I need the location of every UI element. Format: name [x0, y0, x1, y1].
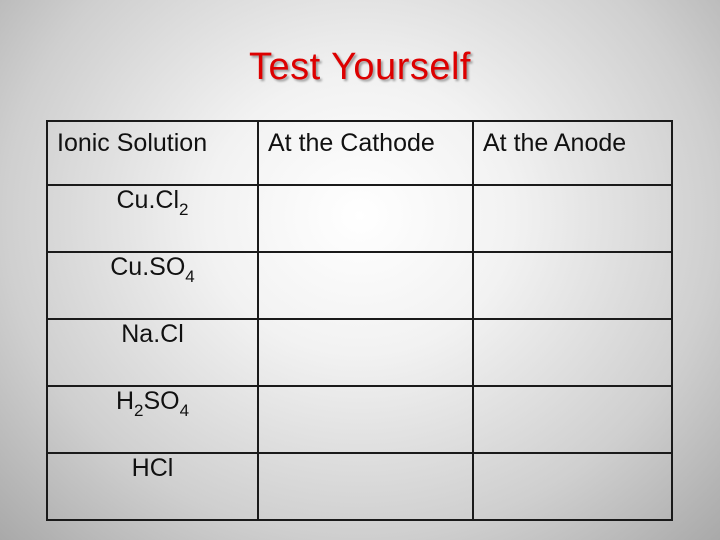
- ionic-solution-cell: [47, 252, 258, 319]
- header-anode: At the Anode: [473, 121, 672, 185]
- electrolysis-table: [46, 120, 673, 521]
- table-row: [47, 185, 672, 252]
- ionic-solution-cell: [47, 386, 258, 453]
- table-row: [47, 252, 672, 319]
- table-row: [47, 386, 672, 453]
- cathode-answer-cell: [258, 319, 473, 386]
- table-row: [47, 319, 672, 386]
- formula-subscript: 2: [179, 200, 189, 219]
- anode-answer-cell: [473, 319, 672, 386]
- ionic-solution-cell: [47, 185, 258, 252]
- formula-text: Cu.Cl: [116, 186, 180, 214]
- formula-text: H: [115, 387, 134, 415]
- anode-answer-cell: [473, 185, 672, 252]
- anode-answer-cell: [473, 453, 672, 520]
- formula-text: Na.Cl: [121, 320, 184, 348]
- ionic-solution-cell: [47, 453, 258, 520]
- cathode-answer-cell: [258, 386, 473, 453]
- header-ionic-solution: Ionic Solution: [47, 121, 258, 185]
- table-row: [47, 453, 672, 520]
- formula-text: SO: [143, 387, 180, 415]
- cathode-answer-cell: [258, 252, 473, 319]
- anode-answer-cell: [473, 252, 672, 319]
- slide-title: Test Yourself: [249, 46, 471, 88]
- anode-answer-cell: [473, 386, 672, 453]
- cathode-answer-cell: [258, 453, 473, 520]
- header-cathode: At the Cathode: [258, 121, 473, 185]
- ionic-solution-cell: [47, 319, 258, 386]
- formula-text: HCl: [131, 454, 174, 482]
- formula-text: Cu.SO: [110, 253, 186, 281]
- formula-subscript: 4: [179, 401, 190, 420]
- formula-subscript: 2: [134, 401, 144, 420]
- formula-subscript: 4: [185, 267, 195, 286]
- table-header-row: [47, 121, 672, 185]
- cathode-answer-cell: [258, 185, 473, 252]
